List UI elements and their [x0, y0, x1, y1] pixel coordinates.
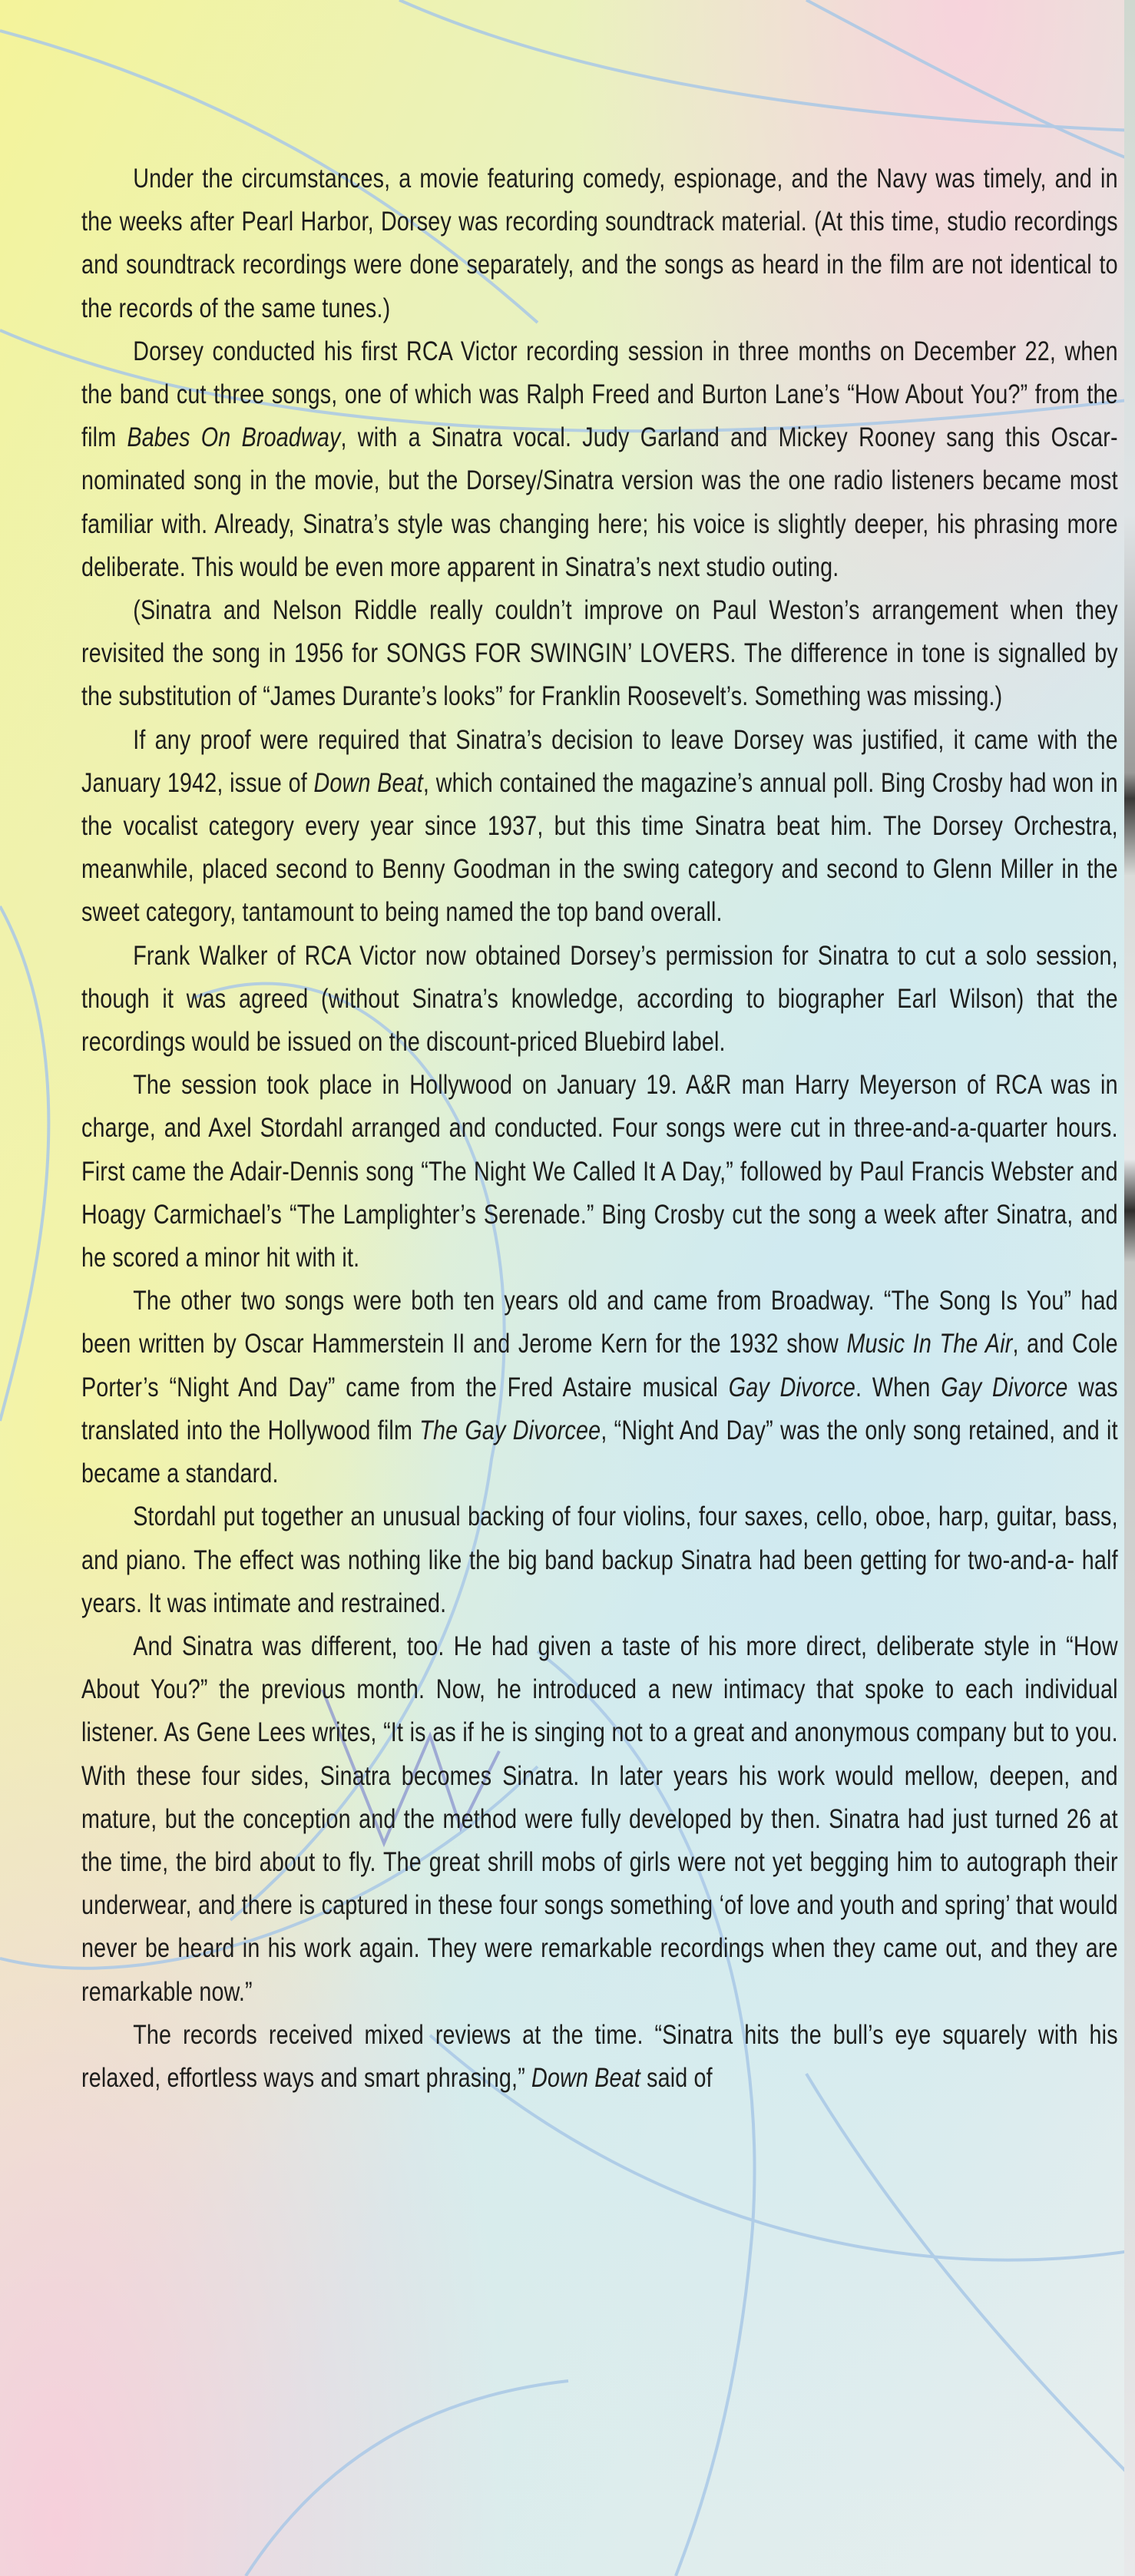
- text-run: , with a Sinatra vocal. Judy Garland and Mickey Rooney sang this Oscar-nominated song in the movie, but the Dorsey/Sinatra version was the one radio listeners became most familiar with. Already, Sinatra’s style was changing here; his voice is slightly deeper, his phrasing more deliberate. This would be even more apparent in Sinatra’s next studio outing.: [81, 422, 1118, 582]
- paragraph: [81, 1625, 1118, 2014]
- text-run: (Sinatra and Nelson Riddle really couldn’t improve on Paul Weston’s arrangement when they revisited the song in 1956 for SONGS FOR SWINGIN’ LOVERS. The difference in tone is signalled by the substitution of “James Durante’s looks” for Franklin Roosevelt’s. Something was missing.): [81, 595, 1118, 712]
- paragraph: [81, 719, 1118, 935]
- italic-title: Down Beat: [313, 767, 423, 798]
- italic-title: Gay Divorce: [728, 1372, 856, 1402]
- paragraph: [81, 157, 1118, 330]
- text-run: said of: [640, 2062, 713, 2093]
- paragraph: [81, 589, 1118, 719]
- text-run: Frank Walker of RCA Victor now obtained Dorsey’s permission for Sinatra to cut a solo session, though it was agreed (without Sinatra’s knowledge, according to biographer Earl Wilson) that the recordings would be issued on the discount-priced Bluebird label.: [81, 940, 1118, 1058]
- text-run: . When: [855, 1372, 941, 1402]
- text-run: Stordahl put together an unusual backing of four violins, four saxes, cello, oboe, harp, guitar, bass, and piano. The effect was nothing like the big band backup Sinatra had been getting for two-and-a- half years. It was intimate and restrained.: [81, 1502, 1118, 1618]
- text-run: The other two songs were both ten years old and came from Broadway. “The Song Is You” had been written by Oscar Hammerstein II and Jerome Kern for the 1932 show: [81, 1286, 1118, 1359]
- scan-edge-strip: [1124, 0, 1135, 2576]
- paragraph: [81, 2014, 1118, 2100]
- italic-title: Down Beat: [531, 2062, 640, 2093]
- italic-title: Music In The Air: [846, 1329, 1013, 1359]
- text-run: , “Night And Day” was the only song retained, and it became a standard.: [81, 1415, 1118, 1489]
- text-run: , and Cole Porter’s “Night And Day” came from the Fred Astaire musical: [81, 1329, 1118, 1402]
- text-run: was translated into the Hollywood film: [81, 1372, 1118, 1445]
- paragraph: [81, 1064, 1118, 1280]
- article-body: [81, 157, 1118, 2100]
- italic-title: Babes On Broadway: [127, 422, 341, 453]
- paragraph: [81, 330, 1118, 589]
- text-run: If any proof were required that Sinatra’s decision to leave Dorsey was justified, it came with the January 1942, issue of: [81, 724, 1118, 798]
- text-run: And Sinatra was different, too. He had given a taste of his more direct, deliberate style in “How About You?” the previous month. Now, he introduced a new intimacy that spoke to each individual listener. As Gene Lees writes, “It is as if he is singing not to a great and anonymous company but to you. With these four sides, Sinatra becomes Sinatra. In later years his work would mellow, deepen, and mature, but the conception and the method were fully developed by then. Sinatra had just turned 26 at the time, the bird about to fly. The great shrill mobs of girls were not yet begging him to autograph their underwear, and there is captured in these four songs something ‘of love and youth and spring’ that would never be heard in his work again. They were remarkable recordings when they came out, and they are remarkable now.”: [81, 1631, 1118, 2007]
- text-run: Under the circumstances, a movie featuring comedy, espionage, and the Navy was timely, and in the weeks after Pearl Harbor, Dorsey was recording soundtrack material. (At this time, studio recordings and soundtrack recordings were done separately, and the songs as heard in the film are not identical to the records of the same tunes.): [81, 164, 1118, 323]
- text-run: , which contained the magazine’s annual poll. Bing Crosby had won in the vocalist category every year since 1937, but this time Sinatra beat him. The Dorsey Orchestra, meanwhile, placed second to Benny Goodman in the swing category and second to Glenn Miller in the sweet category, tantamount to being named the top band overall.: [81, 767, 1118, 928]
- text-run: The session took place in Hollywood on January 19. A&R man Harry Meyerson of RCA was in charge, and Axel Stordahl arranged and conducted. Four songs were cut in three-and-a-quarter hours. First came the Adair-Dennis song “The Night We Called It A Day,” followed by Paul Francis Webster and Hoagy Carmichael’s “The Lamplighter’s Serenade.” Bing Crosby cut the song a week after Sinatra, and he scored a minor hit with it.: [81, 1070, 1118, 1273]
- text-run: Dorsey conducted his first RCA Victor recording session in three months on December 22, when the band cut three songs, one of which was Ralph Freed and Burton Lane’s “How About You?” from the film: [81, 336, 1118, 453]
- italic-title: Gay Divorce: [941, 1372, 1068, 1402]
- paragraph: [81, 1495, 1118, 1625]
- paragraph: [81, 935, 1118, 1065]
- paragraph: [81, 1280, 1118, 1495]
- text-run: The records received mixed reviews at the time. “Sinatra hits the bull’s eye squarely with his relaxed, effortless ways and smart phrasing,”: [81, 2019, 1118, 2093]
- italic-title: The Gay Divorcee: [419, 1415, 601, 1445]
